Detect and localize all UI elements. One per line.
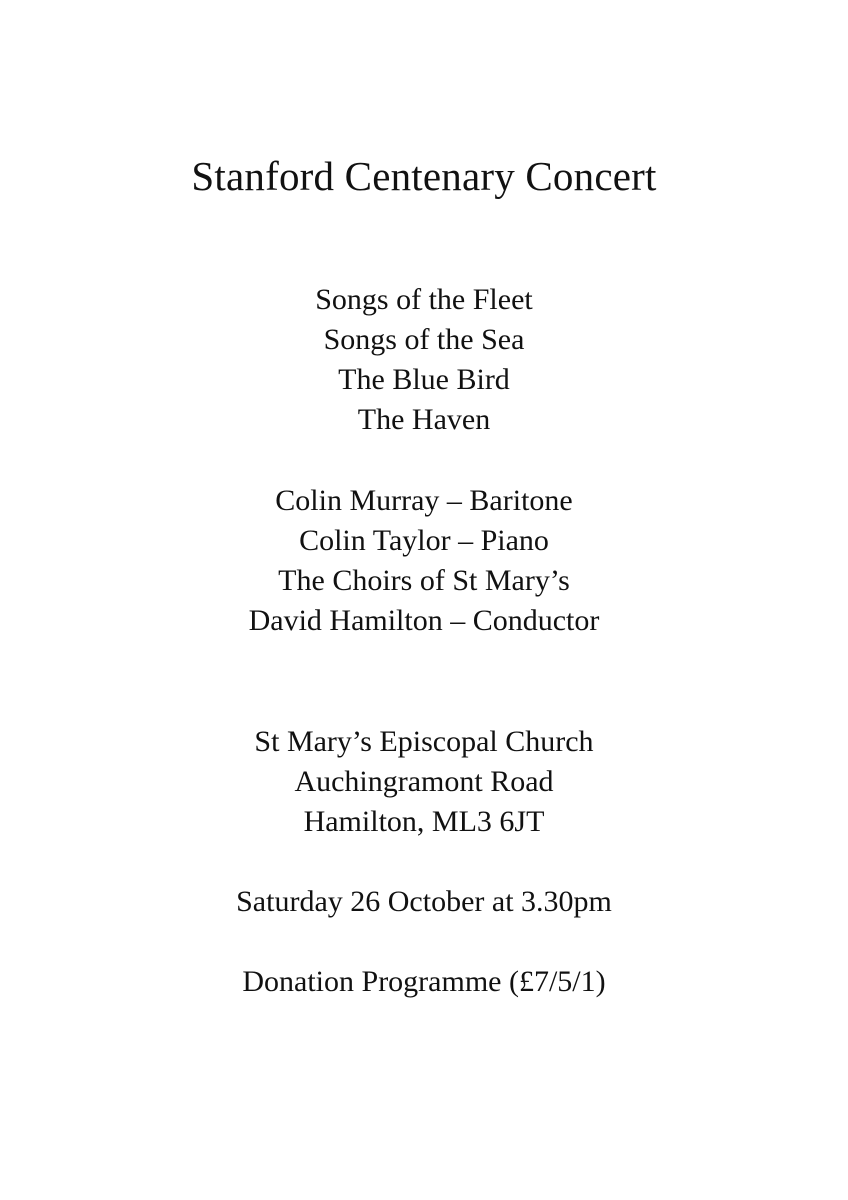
event-datetime [0,882,848,922]
event-date-text: Saturday 26 October at 3.30pm [236,885,612,918]
donation-text: Donation Programme (£7/5/1) [242,965,606,998]
programme-item: The Blue Bird [338,363,510,396]
performer-item: Colin Taylor – Piano [299,524,549,557]
performer-item: The Choirs of St Mary’s [278,564,570,597]
donation-info [0,962,848,1002]
programme-item: Songs of the Sea [323,323,525,356]
venue-address [0,722,848,842]
venue-town: Hamilton, ML3 6JT [303,805,545,838]
programme-item: The Haven [357,403,491,436]
performers-list [0,481,848,641]
venue-street: Auchingramont Road [294,765,554,798]
programme-item: Songs of the Fleet [315,283,533,316]
poster-title: Stanford Centenary Concert [191,153,657,199]
venue-name: St Mary’s Episcopal Church [254,725,594,758]
programme-list [0,280,848,440]
performer-item: Colin Murray – Baritone [275,484,573,517]
performer-item: David Hamilton – Conductor [248,604,600,637]
